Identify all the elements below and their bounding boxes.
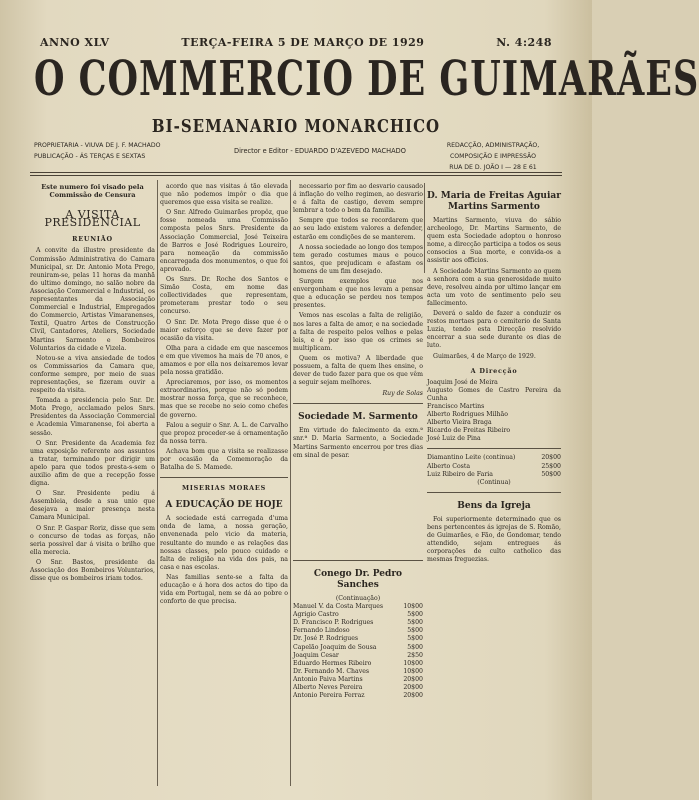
paragraph: Sempre que todos se recordarem que ao seu lado existem valores a defender, estarão em condições de se manterem. — [293, 217, 423, 241]
direction-title: A Direcção — [470, 366, 518, 375]
subscriber-amount: 20$00 — [541, 454, 561, 462]
subscription-row — [293, 660, 423, 668]
subscription-row — [293, 619, 423, 627]
continua-note: (Continua) — [477, 478, 511, 486]
subscription-row — [427, 471, 561, 479]
subscription-row — [427, 454, 561, 462]
subscriber-name: D. Francisco P. Rodrigues — [293, 619, 374, 627]
subscription-row — [427, 463, 561, 471]
subscription-row — [293, 611, 423, 619]
article-heading: Sociedade M. Sarmento — [298, 412, 418, 423]
section-rule — [293, 403, 423, 404]
paragraph: A Sociedade Martins Sarmento ao quem a senhora com a sua generosidade muito deve, resolveu ainda por ultimo lançar em acta um voto de sentimento pelo seu fallecimento. — [427, 267, 561, 307]
volume-label: ANNO XLV — [40, 36, 110, 49]
column-4 — [427, 183, 561, 566]
subscription-row — [293, 692, 423, 700]
masthead — [34, 52, 699, 108]
subscriber-name: Alberto Neves Pereira — [293, 684, 363, 692]
subscriber-name: Manuel V. da Costa Marques — [293, 603, 384, 611]
article-subheading: REUNIÃO — [72, 235, 113, 244]
subscription-row — [293, 652, 423, 660]
paragraph: Em virtude do falecimento da exm.ª snr.ª D. Maria Sarmento, a Sociedade Martins Sarmento encerrou por tres dias em sinal de pesar. — [293, 427, 423, 459]
paragraph: Os Snrs. Dr. Roche dos Santos e Simão Costa, em nome das collectividades que representam, prometeram prestar todo o seu concurso. — [160, 276, 288, 316]
direction-name: Alberto Vieira Braga — [427, 419, 492, 427]
address-line: RUA DE D. JOÃO I — 28 E 61 — [449, 164, 537, 171]
censor-notice: Este numero foi visado pela Commissão de Censura — [41, 183, 144, 200]
subscriber-name: Eduardo Hermes Ribeiro — [293, 659, 372, 667]
article-heading: A EDUCAÇÃO DE HOJE — [165, 500, 283, 511]
subscription-row — [293, 644, 423, 652]
section-rule — [293, 560, 423, 561]
top-rule — [30, 172, 562, 173]
paragraph: acordo que nas visitas á tão elevada que não podemos impôr o dia que queremos que essa visita se realize. — [160, 183, 288, 207]
paragraph: Foi superiormente determinado que os bens pertencentes ás igrejas de S. Romão, de Guimarães, e Fão, de Gondomar, tendo attendido, sejam entregues ás corporações de culto catholico das mesmas freguezias. — [427, 515, 561, 564]
column-divider — [424, 183, 425, 273]
proprietaria-line: PROPRIETARIA - VIUVA DE J. F. MACHADO — [34, 142, 161, 149]
direction-name: Augusto Gomes de Castro Pereira da Cunha — [427, 386, 561, 402]
subscriber-amount: 20$00 — [403, 692, 423, 700]
paragraph: Nas familias sente-se a falta da educação e á hora dos actos do tipo da vida em Portugal, nem se dá ao pobre o conforto de que precisa. — [160, 573, 288, 606]
paragraph: A convite da illustre presidente da Commissão Administrativa do Camara Municipal, sr. Dr. Antonio Mota Prego, reuniram-se, pelas 11 horas da manhã do ultimo domingo, no salão nobre da Associação Commercial e Industrial, os representantes da Associação Commercial e Industrial, Empregados do Commercio, Artistas Vimaranenses, Textil, Quatro Artes de Construcção Civil, Cantadores, Ateliers, Sociedade Martins Sarmento e Bombeiros Voluntarios da cidade e Vizela. — [30, 247, 155, 352]
subscriber-amount: 20$00 — [403, 675, 423, 683]
paragraph: Tomada a presidencia pelo Snr. Dr. Mota Prego, acclamado pelos Snrs. Presidentes da Associação Commercial e Academia Vimaranense, foi aberta a sessão. — [30, 397, 155, 437]
section-rule — [427, 492, 561, 493]
article-heading: A VISITA PRESIDENCIAL — [44, 208, 141, 230]
section-rule — [160, 477, 288, 478]
direction-name: Joaquim José de Meira — [427, 378, 498, 386]
paragraph: Achava bom que a visita se realizasse por ocasião da Comemoração da Batalha de S. Mamede. — [160, 447, 288, 472]
newspaper-title: O COMMERCIO DE GUIMARÃES — [34, 52, 699, 108]
subscriber-name: Antonio Paiva Martins — [293, 675, 363, 683]
paragraph: O Snr. Presidente da Academia fez uma exposição referente aos assuntos a tratar, terminando por dirigir um apelo para que todos presta-s-sem o auxilio afim de que a recepção fosse digna. — [30, 439, 155, 488]
subscriber-amount: 5$00 — [407, 611, 423, 619]
paragraph: O Snr. Presidente pediu á Assembleia, desde a sua unio que desejava a maior presença nesta Camara Municipal. — [30, 490, 155, 522]
subscriber-name: Fernando Lindoso — [293, 627, 350, 635]
paragraph: Quem os motiva? A liberdade que possuem, a falta de quem lhes ensine, o dever de tudo fazer para que os que vêm a seguir sejam melhores. — [293, 354, 423, 387]
paragraph: O Snr. Bastos, presidente da Associação dos Bombeiros Voluntarios, disse que os bombeiros iriam todos. — [30, 558, 155, 583]
article-heading: Bens da Igreja — [457, 500, 531, 511]
subscription-continued: (Continuação) — [335, 595, 381, 602]
subscriber-amount: 50$00 — [541, 470, 561, 478]
direction-name: Francisco Martins — [427, 402, 485, 410]
masthead-topline — [40, 36, 552, 49]
subscriber-amount: 2$50 — [407, 651, 423, 659]
paragraph: necessario por fim ao desvario causado á inflação do velho regimen, ao desvario e á falta de castigo, devem sempre lembrar a todo o bem da familia. — [293, 183, 423, 215]
subscription-block — [293, 555, 423, 700]
newspaper-subtitle: BI-SEMANARIO MONARCHICO — [151, 115, 441, 137]
director-line: Director e Editor - EDUARDO D'AZEVEDO MACHADO — [234, 147, 406, 155]
issue-number: N. 4:248 — [496, 36, 552, 49]
section-heading: MISERIAS MORAES — [181, 484, 267, 493]
subscriber-name: Diamantino Leite (continua) — [427, 454, 516, 462]
top-rule-2 — [30, 175, 562, 176]
paragraph: O Snr. Dr. Mota Prego disse que é o maior esforço que se deve fazer por ocasião da visita. — [160, 318, 288, 342]
paragraph: Falou a seguir o Snr. A. L. de Carvalho que propoz proceder-se á ornamentação da nossa terra. — [160, 421, 288, 445]
subscriber-amount: 20$00 — [403, 684, 423, 692]
direction-name: Ricardo de Freitas Ribeiro — [427, 427, 511, 435]
subscriber-name: Dr. José P. Rodrigues — [293, 635, 359, 643]
redaccao-line: REDACÇÃO, ADMINISTRAÇÃO, COMPOSIÇÃO E IMPRESSÃO — [446, 142, 540, 160]
section-rule — [427, 448, 561, 449]
date-label: TERÇA-FEIRA 5 DE MARÇO DE 1929 — [181, 36, 425, 49]
imprint-left — [34, 140, 224, 162]
paragraph: Notou-se a viva ansiedade de todos os Commissarios da Camara que, conforme sempre, por meio de suas representações, se fizeram ouvir a respeito da visita. — [30, 354, 155, 395]
subscription-row — [293, 684, 423, 692]
paragraph: O Snr. P. Gaspar Roriz, disse que sem o concurso de todas as forças, não seria possivel dar á visita o brilho que ella merecia. — [30, 524, 155, 556]
direction-name: José Luiz de Pina — [427, 435, 481, 443]
subscriber-amount: 5$00 — [407, 635, 423, 643]
direction-name: Alberto Rodrigues Milhão — [427, 411, 508, 419]
column-divider — [157, 180, 158, 786]
paragraph: A nossa sociedade ao longo dos tempos tem gerado costumes maus e pouco santos, que prejudicam e afastam os homens de um fim desejado. — [293, 243, 423, 275]
subscriber-amount: 10$00 — [403, 659, 423, 667]
paragraph: Vemos nas escolas a falta de religião, nos lares a falta de amor, e na sociedade a falta de respeito pelos velhos e pelas leis, e é por isso que os crimes se multiplicam. — [293, 312, 423, 352]
paragraph: O Snr. Alfredo Guimarães propôz, que fosse nomeada uma Commissão composta pelos Snrs. Presidente da Associação Commercial, José Teixeira de Barros e José Rodrigues Loureiro, para nomeação da commissão encarregada dos monumentos, o que foi aprovado. — [160, 209, 288, 273]
column-divider — [290, 180, 291, 786]
column-1 — [30, 183, 155, 585]
paragraph: Olha para a cidade em que nascemos e em que vivemos ha mais de 70 anos, e amamos e por ella nos deixaremos levar pela nossa gratidão. — [160, 344, 288, 377]
subscriber-amount: 25$00 — [541, 462, 561, 470]
publicacao-line: PUBLICAÇÃO - ÁS TERÇAS E SEXTAS — [34, 153, 146, 160]
paragraph: Martins Sarmento, viuva do sábio archeologo, Dr. Martins Sarmento, de quem esta Sociedade adoptou o honroso nome, a direcção participa a todos os seus consocios a Sua morte, e convida-os a assistir aos officios. — [427, 217, 561, 265]
subscription-row — [293, 668, 423, 676]
subscriber-amount: 5$00 — [407, 627, 423, 635]
subscriber-name: Luiz Ribeiro de Faria — [427, 470, 493, 478]
subscriber-amount: 5$00 — [407, 643, 423, 651]
subscriber-name: Antonio Pereira Ferraz — [293, 692, 365, 700]
paragraph: A sociedade está carregada d'uma onda de lama, a nossa geração, envenenada pelo vicio da materia, resultante do mundo e as relações das nossas classes, pelo pouco cuidado e falta de religião na vida dos pais, na casa e nas escolas. — [160, 515, 288, 571]
column-2 — [160, 183, 288, 608]
subscription-row — [293, 635, 423, 643]
imprint-block — [34, 140, 558, 170]
subscription-heading: Conego Dr. Pedro Sanches — [313, 569, 403, 590]
subscription-row — [293, 676, 423, 684]
subscriber-name: Joaquim Cesar — [293, 651, 339, 659]
subscriber-name: Dr. Fernando M. Chaves — [293, 667, 370, 675]
signature: Ruy de Solas — [382, 390, 423, 398]
paragraph: Surgem exemplos que nos envergonham e que nos levam a pensar que a educação se perdeu nos tempos presentes. — [293, 278, 423, 310]
paragraph: Apreciaremos, por isso, os momentos extraordinarios, porque não só podem mostrar nossa força, que se reconhece, mas que se recebe no seio como chefes de governo. — [160, 379, 288, 419]
subscriber-amount: 5$00 — [407, 619, 423, 627]
paragraph: Guimarães, 4 de Março de 1929. — [433, 352, 536, 360]
subscription-row — [293, 627, 423, 635]
column-3 — [293, 183, 423, 462]
subscriber-name: Capelão Joaquim de Sousa — [293, 643, 377, 651]
subscriber-name: Agrigio Castro — [293, 611, 339, 619]
subscription-row — [293, 603, 423, 611]
subscriber-amount: 10$00 — [403, 667, 423, 675]
subscriber-name: Alberto Costa — [427, 462, 471, 470]
paragraph: Deverá o saldo de fazer a conduzir os restos mortaes para o cemiterio de Santa Luzia, tendo esta Direcção resolvido encerrar a sua sede durante os dias de luto. — [427, 310, 561, 350]
imprint-right — [428, 140, 558, 173]
obituary-heading: D. Maria de Freitas Aguiar Martins Sarmento — [427, 191, 561, 212]
subscriber-amount: 10$00 — [403, 603, 423, 611]
